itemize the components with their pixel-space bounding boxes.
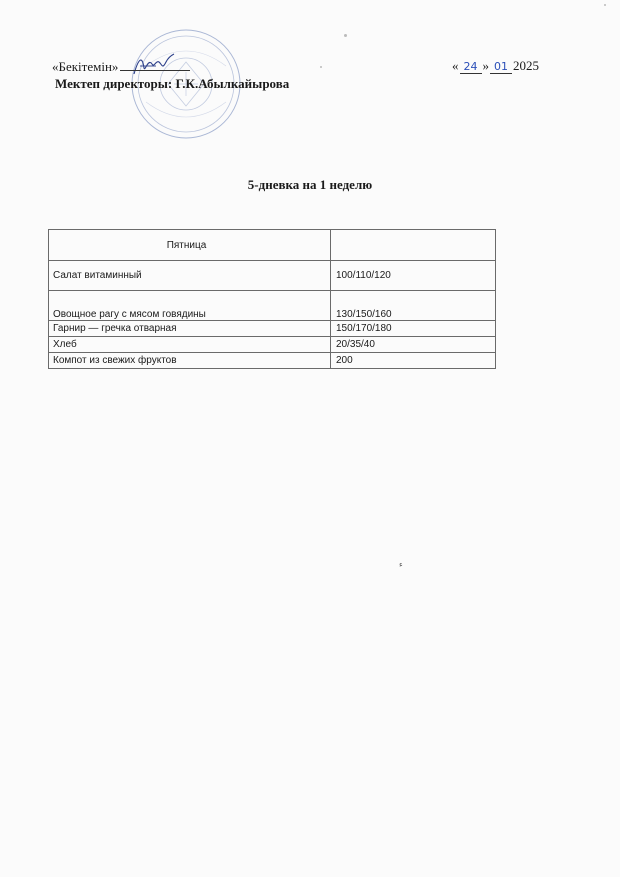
- table-row: [49, 291, 496, 321]
- portion-size: 100/110/120: [331, 261, 496, 291]
- header-empty-cell: [331, 230, 496, 261]
- table-header-row: [49, 230, 496, 261]
- scan-speck: [344, 34, 347, 37]
- approval-date: [452, 58, 539, 74]
- scan-speck: [320, 66, 322, 68]
- approval-block: [52, 58, 289, 92]
- day-header: Пятница: [49, 230, 331, 261]
- approval-word: «Бекітемін»: [52, 59, 119, 74]
- portion-size: 200: [331, 353, 496, 369]
- menu-title: 5-дневка на 1 неделю: [247, 177, 373, 192]
- date-quote-close: »: [482, 58, 489, 73]
- date-quote-open: «: [452, 58, 459, 73]
- table-row: [49, 337, 496, 353]
- scan-speck: [604, 4, 606, 6]
- dish-name: Салат витаминный: [49, 261, 331, 291]
- date-day: 24: [460, 60, 482, 74]
- dish-name: Гарнир — гречка отварная: [49, 321, 331, 337]
- date-year: 2025: [513, 58, 539, 73]
- director-line: Мектеп директоры: Г.К.Абылкайырова: [55, 76, 290, 91]
- dish-name: Овощное рагу с мясом говядины: [49, 291, 331, 321]
- dish-name: Компот из свежих фруктов: [49, 353, 331, 369]
- menu-table: [48, 229, 496, 369]
- table-row: [49, 261, 496, 291]
- date-month: 01: [490, 60, 512, 74]
- dish-name: Хлеб: [49, 337, 331, 353]
- table-row: [49, 353, 496, 369]
- portion-size: 130/150/160: [331, 291, 496, 321]
- table-row: [49, 321, 496, 337]
- signature-line: [120, 58, 190, 71]
- portion-size: 150/170/180: [331, 321, 496, 337]
- scan-mark: ء: [399, 560, 403, 569]
- portion-size: 20/35/40: [331, 337, 496, 353]
